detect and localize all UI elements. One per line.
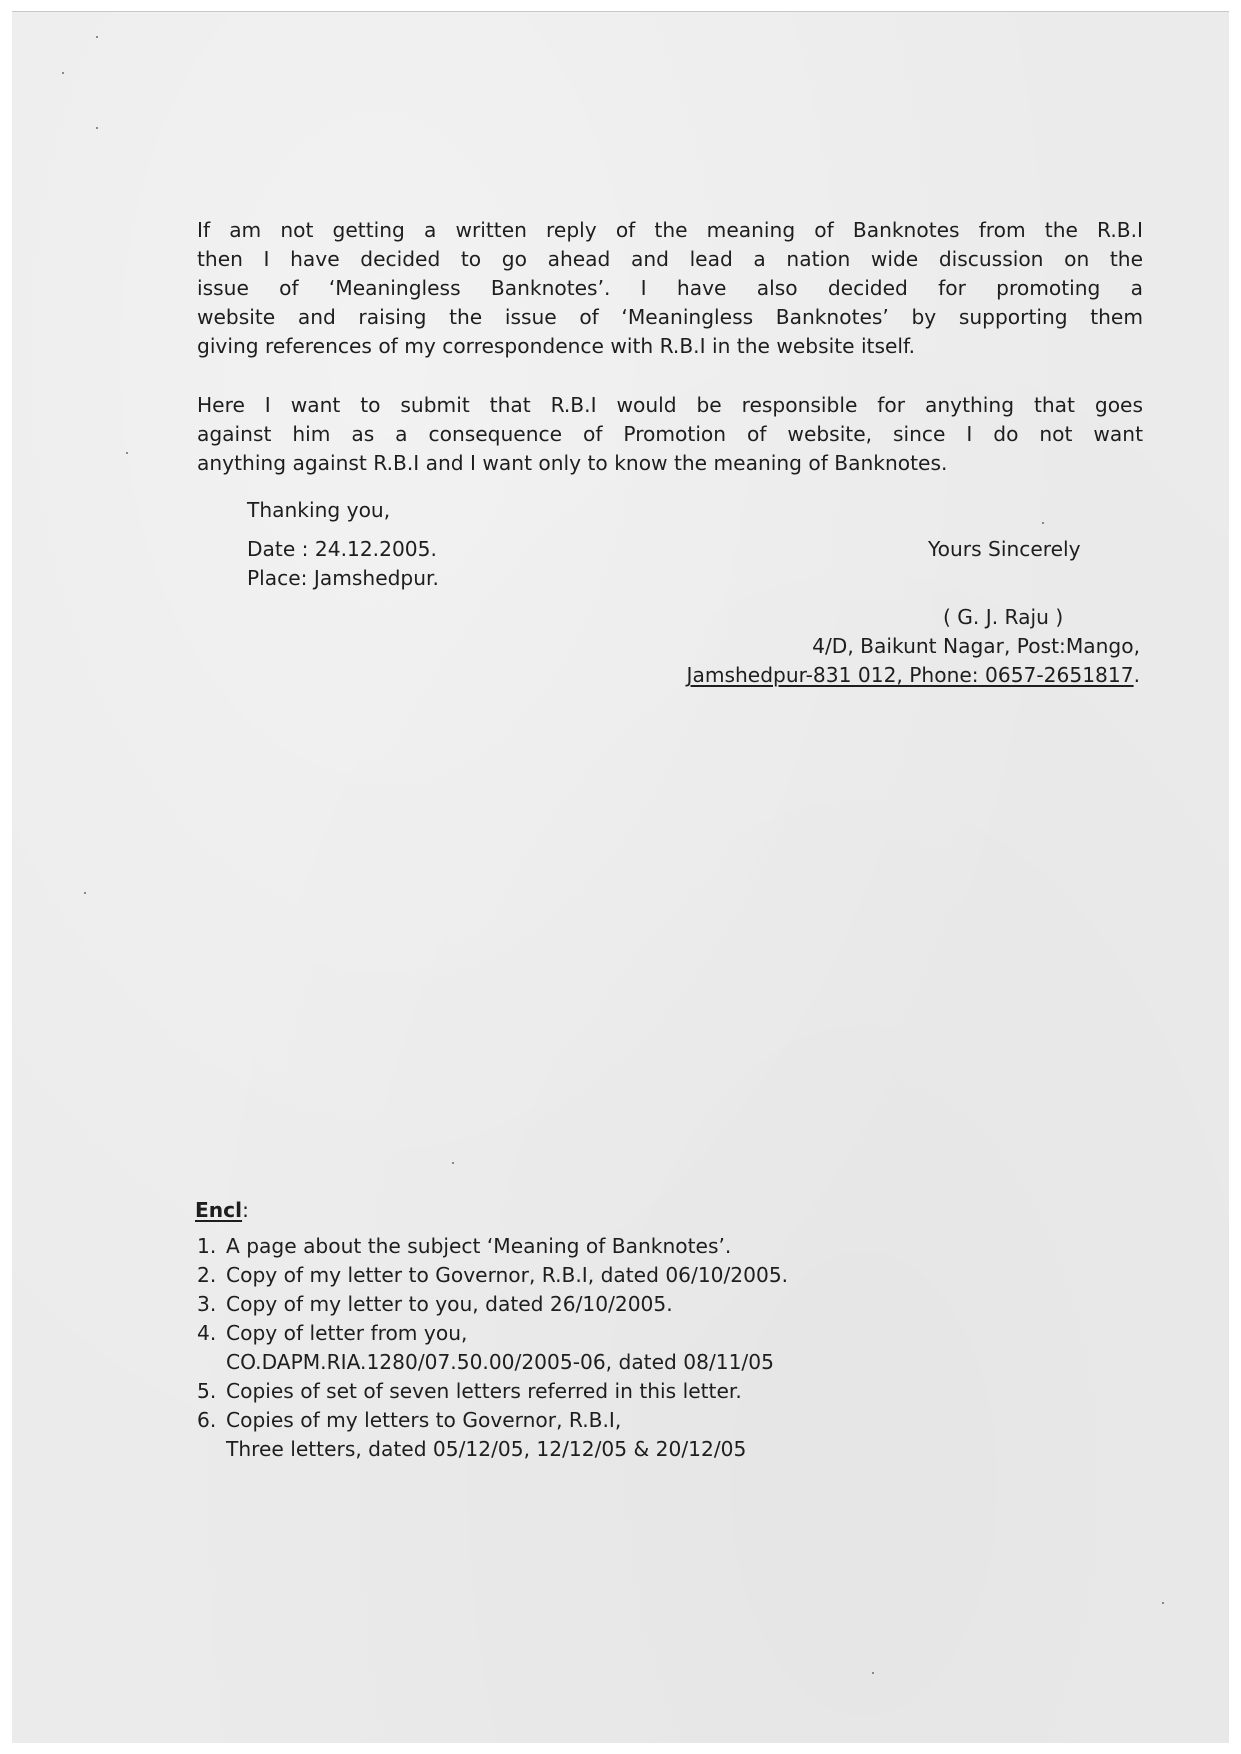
enclosure-item bbox=[197, 1290, 788, 1319]
address-period: . bbox=[1133, 663, 1140, 687]
enclosures-list bbox=[197, 1232, 788, 1464]
enclosure-number: 1. bbox=[197, 1234, 217, 1258]
enclosure-line: Copies of my letters to Governor, R.B.I, bbox=[226, 1408, 622, 1432]
enclosure-number: 2. bbox=[197, 1263, 217, 1287]
paragraph-line: against him as a consequence of Promotion of website, since I do not want bbox=[197, 422, 1143, 446]
scan-speck bbox=[872, 1672, 874, 1674]
enclosure-line: CO.DAPM.RIA.1280/07.50.00/2005-06, dated 08/11/05 bbox=[226, 1350, 774, 1374]
enclosure-text bbox=[226, 1290, 673, 1319]
paragraph-line: issue of ‘Meaningless Banknotes’. I have also decided for promoting a bbox=[197, 276, 1143, 300]
enclosure-item bbox=[197, 1377, 788, 1406]
enclosure-line: Copies of set of seven letters referred in this letter. bbox=[226, 1379, 742, 1403]
enclosure-item bbox=[197, 1319, 788, 1377]
body-paragraph-2 bbox=[197, 391, 1143, 478]
enclosure-text bbox=[226, 1406, 746, 1464]
scan-speck bbox=[84, 892, 86, 894]
enclosure-line: Copy of letter from you, bbox=[226, 1321, 468, 1345]
enclosures-label: Encl bbox=[195, 1198, 243, 1222]
enclosures-colon: : bbox=[242, 1198, 249, 1222]
letter-date: Date : 24.12.2005. bbox=[247, 537, 437, 561]
valediction: Yours Sincerely bbox=[928, 537, 1081, 561]
enclosure-number: 5. bbox=[197, 1379, 217, 1403]
paragraph-line: Here I want to submit that R.B.I would be responsible for anything that goes bbox=[197, 393, 1143, 417]
thanking-you: Thanking you, bbox=[247, 498, 391, 522]
scan-speck bbox=[96, 127, 98, 129]
paragraph-line: giving references of my correspondence with R.B.I in the website itself. bbox=[197, 334, 916, 358]
enclosure-text bbox=[226, 1377, 742, 1406]
enclosure-number: 3. bbox=[197, 1292, 217, 1316]
enclosure-item bbox=[197, 1232, 788, 1261]
enclosure-item bbox=[197, 1261, 788, 1290]
paragraph-line: If am not getting a written reply of the meaning of Banknotes from the R.B.I bbox=[197, 218, 1143, 242]
enclosure-text bbox=[226, 1319, 774, 1377]
enclosure-number: 6. bbox=[197, 1408, 217, 1432]
scan-speck bbox=[62, 72, 64, 74]
body-paragraph-1 bbox=[197, 216, 1143, 361]
enclosure-line: Copy of my letter to you, dated 26/10/2005. bbox=[226, 1292, 673, 1316]
paragraph-line: website and raising the issue of ‘Meaningless Banknotes’ by supporting them bbox=[197, 305, 1143, 329]
letter-place: Place: Jamshedpur. bbox=[247, 566, 439, 590]
enclosure-text bbox=[226, 1261, 788, 1290]
address-phone-underlined: Jamshedpur-831 012, Phone: 0657-2651817 bbox=[686, 663, 1134, 687]
scan-speck bbox=[96, 36, 98, 38]
enclosure-number: 4. bbox=[197, 1321, 217, 1345]
signatory-name: ( G. J. Raju ) bbox=[943, 605, 1064, 629]
enclosure-item bbox=[197, 1406, 788, 1464]
scan-speck bbox=[452, 1162, 454, 1164]
enclosures-heading bbox=[195, 1196, 249, 1225]
enclosure-line: Three letters, dated 05/12/05, 12/12/05 & 20/12/05 bbox=[226, 1437, 747, 1461]
enclosure-line: Copy of my letter to Governor, R.B.I, dated 06/10/2005. bbox=[226, 1263, 789, 1287]
address-line-2 bbox=[687, 661, 1141, 690]
enclosure-line: A page about the subject ‘Meaning of Banknotes’. bbox=[226, 1234, 732, 1258]
address-line-1: 4/D, Baikunt Nagar, Post:Mango, bbox=[812, 634, 1140, 658]
paragraph-line: then I have decided to go ahead and lead a nation wide discussion on the bbox=[197, 247, 1143, 271]
enclosure-text bbox=[226, 1232, 731, 1261]
paragraph-line: anything against R.B.I and I want only to know the meaning of Banknotes. bbox=[197, 451, 948, 475]
scan-speck bbox=[1162, 1602, 1164, 1604]
scan-speck bbox=[1042, 522, 1044, 524]
scan-speck bbox=[126, 452, 128, 454]
